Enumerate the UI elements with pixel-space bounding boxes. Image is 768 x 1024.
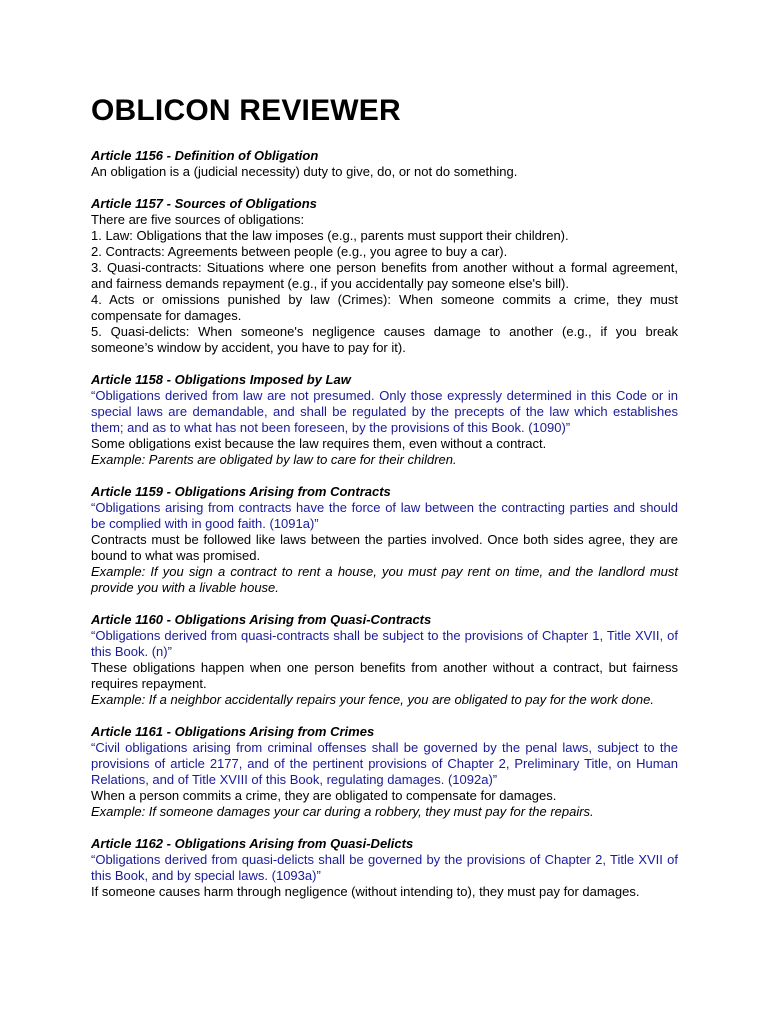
article-quote: “Obligations arising from contracts have the force of law between the contracting parties and should be complied with in good faith. (1091a)” bbox=[91, 500, 678, 531]
article-quote: “Obligations derived from quasi-contracts shall be subject to the provisions of Chapter 1, Title XVII, of this Book. (n)” bbox=[91, 628, 678, 659]
article-1156 bbox=[91, 148, 678, 180]
article-example: Example: If someone damages your car during a robbery, they must pay for the repairs. bbox=[91, 804, 594, 819]
article-1160 bbox=[91, 612, 678, 708]
source-item-quasi-contracts: 3. Quasi-contracts: Situations where one person benefits from another without a formal agreement, and fairness demands repayment (e.g., if you accidentally pay someone else's bill). bbox=[91, 260, 678, 291]
article-1158 bbox=[91, 372, 678, 468]
article-heading: Article 1161 - Obligations Arising from Crimes bbox=[91, 724, 375, 739]
article-heading: Article 1159 - Obligations Arising from Contracts bbox=[91, 484, 391, 499]
source-item-quasi-delicts: 5. Quasi-delicts: When someone's negligence causes damage to another (e.g., if you break someone’s window by accident, you have to pay for it). bbox=[91, 324, 678, 355]
article-example: Example: If a neighbor accidentally repairs your fence, you are obligated to pay for the work done. bbox=[91, 692, 654, 707]
article-text: These obligations happen when one person benefits from another without a contract, but fairness requires repayment. bbox=[91, 660, 678, 691]
article-heading: Article 1156 - Definition of Obligation bbox=[91, 148, 319, 163]
article-1159 bbox=[91, 484, 678, 596]
article-text: If someone causes harm through negligence (without intending to), they must pay for damages. bbox=[91, 884, 640, 899]
article-text: Some obligations exist because the law requires them, even without a contract. bbox=[91, 436, 547, 451]
article-text: When a person commits a crime, they are obligated to compensate for damages. bbox=[91, 788, 557, 803]
article-1161 bbox=[91, 724, 678, 820]
article-heading: Article 1162 - Obligations Arising from Quasi-Delicts bbox=[91, 836, 414, 851]
article-heading: Article 1158 - Obligations Imposed by Law bbox=[91, 372, 351, 387]
document-title: OBLICON REVIEWER bbox=[91, 94, 401, 127]
article-example: Example: If you sign a contract to rent a house, you must pay rent on time, and the landlord must provide you with a livable house. bbox=[91, 564, 678, 595]
article-intro: There are five sources of obligations: bbox=[91, 212, 305, 227]
source-item-crimes: 4. Acts or omissions punished by law (Crimes): When someone commits a crime, they must compensate for damages. bbox=[91, 292, 678, 323]
article-text: Contracts must be followed like laws between the parties involved. Once both sides agree, they are bound to what was promised. bbox=[91, 532, 678, 563]
article-example: Example: Parents are obligated by law to care for their children. bbox=[91, 452, 457, 467]
article-1157 bbox=[91, 196, 678, 356]
article-quote: “Civil obligations arising from criminal offenses shall be governed by the penal laws, subject to the provisions of article 2177, and of the pertinent provisions of Chapter 2, Preliminary Title, on Human Relations, and of Title XVIII of this Book, regulating damages. (1092a)” bbox=[91, 740, 678, 787]
source-item-contracts: 2. Contracts: Agreements between people (e.g., you agree to buy a car). bbox=[91, 244, 508, 259]
article-quote: “Obligations derived from quasi-delicts shall be governed by the provisions of Chapter 2, Title XVII of this Book, and by special laws. (1093a)” bbox=[91, 852, 678, 883]
article-heading: Article 1157 - Sources of Obligations bbox=[91, 196, 317, 211]
article-quote: “Obligations derived from law are not presumed. Only those expressly determined in this Code or in special laws are demandable, and shall be regulated by the precepts of the law which establishes them; and as to what has not been foreseen, by the provisions of this Book. (1090)” bbox=[91, 388, 678, 435]
article-text: An obligation is a (judicial necessity) duty to give, do, or not do something. bbox=[91, 164, 518, 179]
article-1162 bbox=[91, 836, 678, 900]
source-item-law: 1. Law: Obligations that the law imposes (e.g., parents must support their children). bbox=[91, 228, 569, 243]
article-heading: Article 1160 - Obligations Arising from Quasi-Contracts bbox=[91, 612, 432, 627]
